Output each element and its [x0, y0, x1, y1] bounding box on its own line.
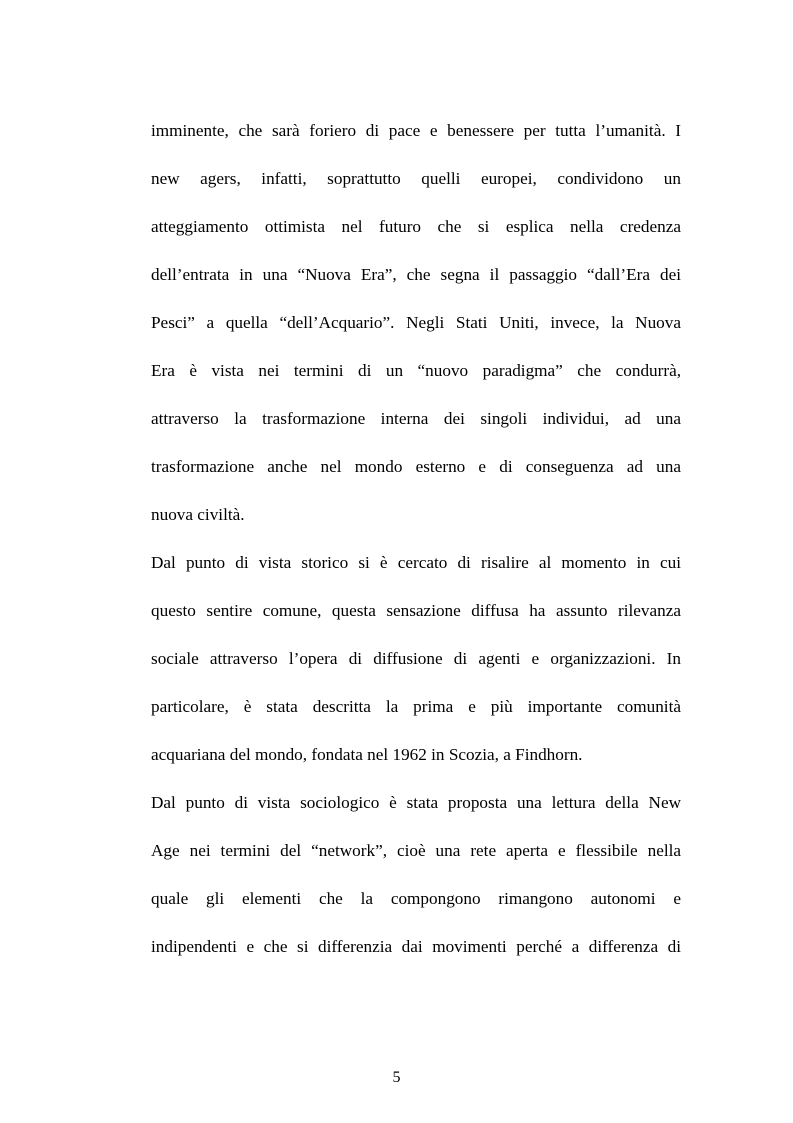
- paragraph-2-line-4: particolare, è stata descritta la prima e più importante comunità: [151, 697, 681, 716]
- paragraph-1-line-3: atteggiamento ottimista nel futuro che si esplica nella credenza: [151, 217, 681, 236]
- paragraph-2-line-1: Dal punto di vista storico si è cercato di risalire al momento in cui: [151, 553, 681, 572]
- paragraph-2-line-2: questo sentire comune, questa sensazione diffusa ha assunto rilevanza: [151, 601, 681, 620]
- paragraph-1-line-4: dell’entrata in una “Nuova Era”, che segna il passaggio “dall’Era dei: [151, 265, 681, 284]
- paragraph-1-line-8: trasformazione anche nel mondo esterno e di conseguenza ad una: [151, 457, 681, 476]
- paragraph-1-line-1: imminente, che sarà foriero di pace e benessere per tutta l’umanità. I: [151, 121, 681, 140]
- paragraph-1-line-6: Era è vista nei termini di un “nuovo paradigma” che condurrà,: [151, 361, 681, 380]
- paragraph-3-line-1: Dal punto di vista sociologico è stata proposta una lettura della New: [151, 793, 681, 812]
- paragraph-2-line-5: acquariana del mondo, fondata nel 1962 in Scozia, a Findhorn.: [151, 745, 583, 764]
- paragraph-1-line-2: new agers, infatti, soprattutto quelli europei, condividono un: [151, 169, 681, 188]
- paragraph-3-line-4: indipendenti e che si differenzia dai movimenti perché a differenza di: [151, 937, 681, 956]
- paragraph-1-line-5: Pesci” a quella “dell’Acquario”. Negli Stati Uniti, invece, la Nuova: [151, 313, 681, 332]
- paragraph-3-line-2: Age nei termini del “network”, cioè una rete aperta e flessibile nella: [151, 841, 681, 860]
- paragraph-2-line-3: sociale attraverso l’opera di diffusione di agenti e organizzazioni. In: [151, 649, 681, 668]
- paragraph-1-line-7: attraverso la trasformazione interna dei singoli individui, ad una: [151, 409, 681, 428]
- paragraph-3-line-3: quale gli elementi che la compongono rimangono autonomi e: [151, 889, 681, 908]
- page-number: 5: [392, 1069, 401, 1086]
- paragraph-1-line-9: nuova civiltà.: [151, 505, 245, 524]
